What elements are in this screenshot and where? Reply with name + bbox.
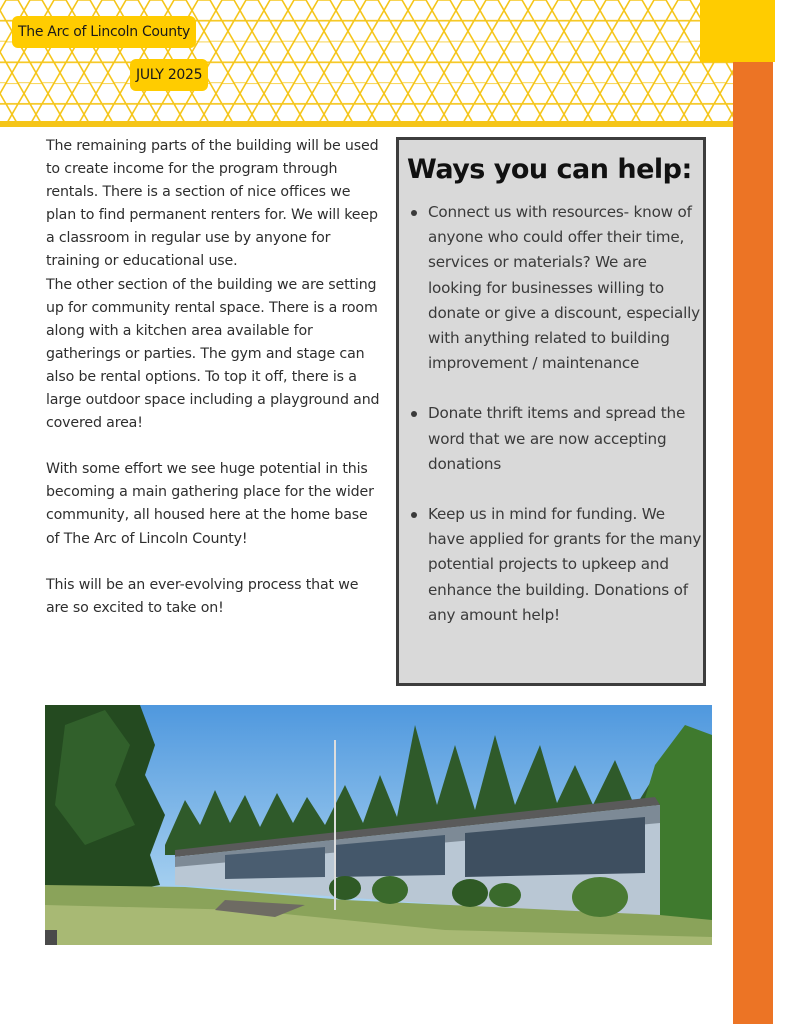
ways-to-help-box [396,137,706,686]
corner-accent-block [700,0,775,62]
building-photo-illustration [45,705,712,945]
help-list-item [409,502,705,628]
help-item-text: Donate thrift items and spread the word that we are now accepting donations [428,404,686,473]
building-photo [45,705,712,945]
article-paragraph: The remaining parts of the building will be used to create income for the program through rentals. There is a section of nice offices we plan to find permanent renters for. We will keep a classroom in regular use by anyone for training or educational use. [46,138,379,270]
article-paragraph: The other section of the building we are setting up for community rental space. There is a room along with a kitchen area available for gatherings or parties. The gym and stage can also be rental options. To top it off, there is a large outdoor space including a playground and covered area! [46,276,380,432]
help-list-item [409,200,705,376]
issue-date-badge: JULY 2025 [130,59,208,91]
article-paragraph: With some effort we see huge potential in this becoming a main gathering place for the wider community, all housed here at the home base of The Arc of Lincoln County! [46,461,374,547]
bullet-icon [411,411,417,417]
header-rule [0,121,733,127]
help-box-title: Ways you can help: [407,154,692,185]
help-item-text: Connect us with resources- know of anyone who could offer their time, services or materials? We are looking for businesses willing to donate or give a discount, especially with anything related to building improvement / maintenance [428,203,700,373]
help-list-item [409,401,705,477]
help-item-text: Keep us in mind for funding. We have applied for grants for the many potential projects to upkeep and enhance the building. Donations of any amount help! [428,505,702,624]
bullet-icon [411,512,417,518]
side-accent-stripe [733,62,773,1024]
org-name-badge: The Arc of Lincoln County [12,16,196,48]
bullet-icon [411,210,417,216]
article-paragraph: This will be an ever-evolving process that we are so excited to take on! [46,576,359,616]
help-list [409,200,705,628]
article-column [46,135,382,620]
